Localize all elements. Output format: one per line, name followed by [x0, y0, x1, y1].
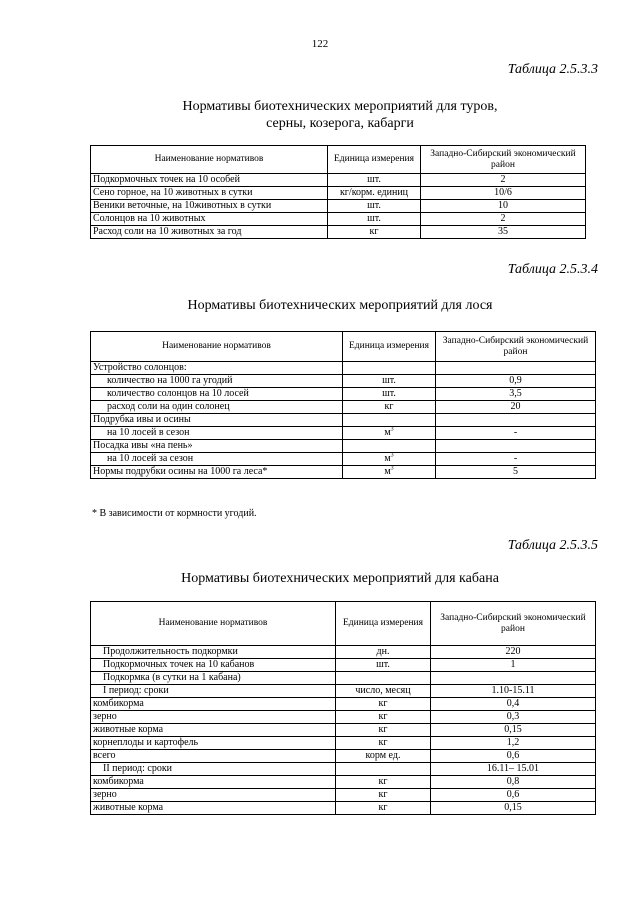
cell-unit: шт.: [328, 200, 421, 213]
cell-name: Веники веточные, на 10животных в сутки: [91, 200, 328, 213]
cell-name: Расход соли на 10 животных за год: [91, 226, 328, 239]
unit-superscript: 3: [390, 426, 394, 433]
cell-value: 0,15: [431, 724, 596, 737]
cell-unit: кг: [336, 789, 431, 802]
cell-name: Устройство солонцов:: [91, 362, 343, 375]
cell-name: зерно: [91, 711, 336, 724]
table3: [90, 601, 596, 815]
table-row: [91, 375, 596, 388]
table-row: [91, 711, 596, 724]
cell-name: животные корма: [91, 802, 336, 815]
cell-name: количество солонцов на 10 лосей: [91, 388, 343, 401]
cell-value: [436, 440, 596, 453]
table3-header-row: [91, 602, 596, 646]
unit-text: м: [384, 466, 391, 477]
cell-unit: дн.: [336, 646, 431, 659]
table-row: [91, 789, 596, 802]
table-row: [91, 776, 596, 789]
cell-value: 0,8: [431, 776, 596, 789]
table-row: [91, 362, 596, 375]
table1-title-line1: Нормативы биотехнических мероприятий для туров,: [182, 99, 498, 114]
cell-value: 10: [421, 200, 586, 213]
table-row: [91, 401, 596, 414]
cell-unit: [336, 763, 431, 776]
cell-unit: корм ед.: [336, 750, 431, 763]
table2-header-name: Наименование нормативов: [91, 332, 343, 362]
table1-title: [90, 98, 590, 132]
cell-value: 3,5: [436, 388, 596, 401]
table-row: [91, 750, 596, 763]
cell-unit: кг: [336, 776, 431, 789]
cell-value: 0,9: [436, 375, 596, 388]
cell-value: [431, 672, 596, 685]
unit-text: м: [384, 427, 391, 438]
table3-header-name: Наименование нормативов: [91, 602, 336, 646]
cell-unit: [336, 672, 431, 685]
cell-unit: шт.: [328, 213, 421, 226]
cell-unit: шт.: [343, 375, 436, 388]
table-row: [91, 187, 586, 200]
unit-text: м: [384, 453, 391, 464]
table2-header-region: Западно-Сибирский экономический район: [436, 332, 596, 362]
cell-unit: кг: [343, 401, 436, 414]
cell-name: на 10 лосей за сезон: [91, 453, 343, 466]
cell-unit: [343, 440, 436, 453]
table2-header-unit: Единица измерения: [343, 332, 436, 362]
page-number: 122: [311, 38, 329, 50]
cell-value: 220: [431, 646, 596, 659]
cell-name: Подкормка (в сутки на 1 кабана): [91, 672, 336, 685]
table-row: [91, 414, 596, 427]
cell-value: 0,15: [431, 802, 596, 815]
unit-superscript: 3: [390, 452, 394, 459]
cell-unit: шт.: [328, 174, 421, 187]
cell-name: комбикорма: [91, 776, 336, 789]
table-row: [91, 213, 586, 226]
table2-header-row: [91, 332, 596, 362]
table-row: [91, 646, 596, 659]
table-row: [91, 388, 596, 401]
cell-name: Посадка ивы «на пень»: [91, 440, 343, 453]
table-row: [91, 672, 596, 685]
cell-name: расход соли на один солонец: [91, 401, 343, 414]
cell-name: I период: сроки: [91, 685, 336, 698]
cell-unit: кг: [336, 724, 431, 737]
table3-label: Таблица 2.5.3.5: [507, 538, 598, 553]
table-row: [91, 200, 586, 213]
cell-unit: кг/корм. единиц: [328, 187, 421, 200]
table-row: [91, 440, 596, 453]
cell-value: 35: [421, 226, 586, 239]
cell-name: II период: сроки: [91, 763, 336, 776]
table1-title-line2: серны, козерога, кабарги: [266, 116, 414, 131]
table-row: [91, 659, 596, 672]
table3-header-region: Западно-Сибирский экономический район: [431, 602, 596, 646]
table1-header-unit: Единица измерения: [328, 146, 421, 174]
table-row: [91, 174, 586, 187]
cell-name: Солонцов на 10 животных: [91, 213, 328, 226]
cell-name: Продолжительность подкормки: [91, 646, 336, 659]
cell-value: 0,6: [431, 750, 596, 763]
table2: [90, 331, 596, 479]
cell-value: [436, 362, 596, 375]
cell-unit: шт.: [336, 659, 431, 672]
cell-value: 1,2: [431, 737, 596, 750]
cell-unit: [343, 466, 436, 479]
cell-name: Сено горное, на 10 животных в сутки: [91, 187, 328, 200]
cell-value: 0,6: [431, 789, 596, 802]
cell-value: 20: [436, 401, 596, 414]
cell-name: Нормы подрубки осины на 1000 га леса*: [91, 466, 343, 479]
cell-value: 2: [421, 213, 586, 226]
cell-unit: кг: [328, 226, 421, 239]
table1-header-row: [91, 146, 586, 174]
cell-unit: [343, 414, 436, 427]
cell-unit: кг: [336, 698, 431, 711]
table1-header-region: Западно-Сибирский экономический район: [421, 146, 586, 174]
cell-unit: [343, 453, 436, 466]
table3-title: Нормативы биотехнических мероприятий для кабана: [181, 571, 499, 586]
cell-name: комбикорма: [91, 698, 336, 711]
table-row: [91, 698, 596, 711]
table-row: [91, 724, 596, 737]
cell-value: 1.10-15.11: [431, 685, 596, 698]
table-row: [91, 763, 596, 776]
cell-unit: [343, 362, 436, 375]
table1: [90, 145, 586, 239]
table-row: [91, 466, 596, 479]
table-row: [91, 802, 596, 815]
cell-value: 2: [421, 174, 586, 187]
table1-label: Таблица 2.5.3.3: [507, 62, 598, 77]
cell-name: зерно: [91, 789, 336, 802]
cell-value: 10/6: [421, 187, 586, 200]
cell-unit: шт.: [343, 388, 436, 401]
cell-unit: число, месяц: [336, 685, 431, 698]
cell-value: 1: [431, 659, 596, 672]
cell-value: 5: [436, 466, 596, 479]
table2-title: Нормативы биотехнических мероприятий для лося: [187, 298, 493, 313]
cell-value: -: [436, 453, 596, 466]
table-row: [91, 427, 596, 440]
table3-header-unit: Единица измерения: [336, 602, 431, 646]
cell-unit: кг: [336, 711, 431, 724]
cell-value: 0,3: [431, 711, 596, 724]
table2-footnote: * В зависимости от кормности угодий.: [92, 508, 257, 519]
cell-name: всего: [91, 750, 336, 763]
cell-name: количество на 1000 га угодий: [91, 375, 343, 388]
cell-unit: [343, 427, 436, 440]
table-row: [91, 226, 586, 239]
table1-header-name: Наименование нормативов: [91, 146, 328, 174]
cell-name: животные корма: [91, 724, 336, 737]
cell-name: на 10 лосей в сезон: [91, 427, 343, 440]
cell-name: Подкормочных точек на 10 особей: [91, 174, 328, 187]
table-row: [91, 685, 596, 698]
table-row: [91, 737, 596, 750]
cell-value: 16.11– 15.01: [431, 763, 596, 776]
cell-value: -: [436, 427, 596, 440]
cell-name: корнеплоды и картофель: [91, 737, 336, 750]
cell-unit: кг: [336, 802, 431, 815]
table-row: [91, 453, 596, 466]
cell-name: Подрубка ивы и осины: [91, 414, 343, 427]
cell-name: Подкормочных точек на 10 кабанов: [91, 659, 336, 672]
table2-label: Таблица 2.5.3.4: [507, 262, 598, 277]
cell-unit: кг: [336, 737, 431, 750]
cell-value: 0,4: [431, 698, 596, 711]
cell-value: [436, 414, 596, 427]
unit-superscript: 3: [390, 465, 394, 472]
